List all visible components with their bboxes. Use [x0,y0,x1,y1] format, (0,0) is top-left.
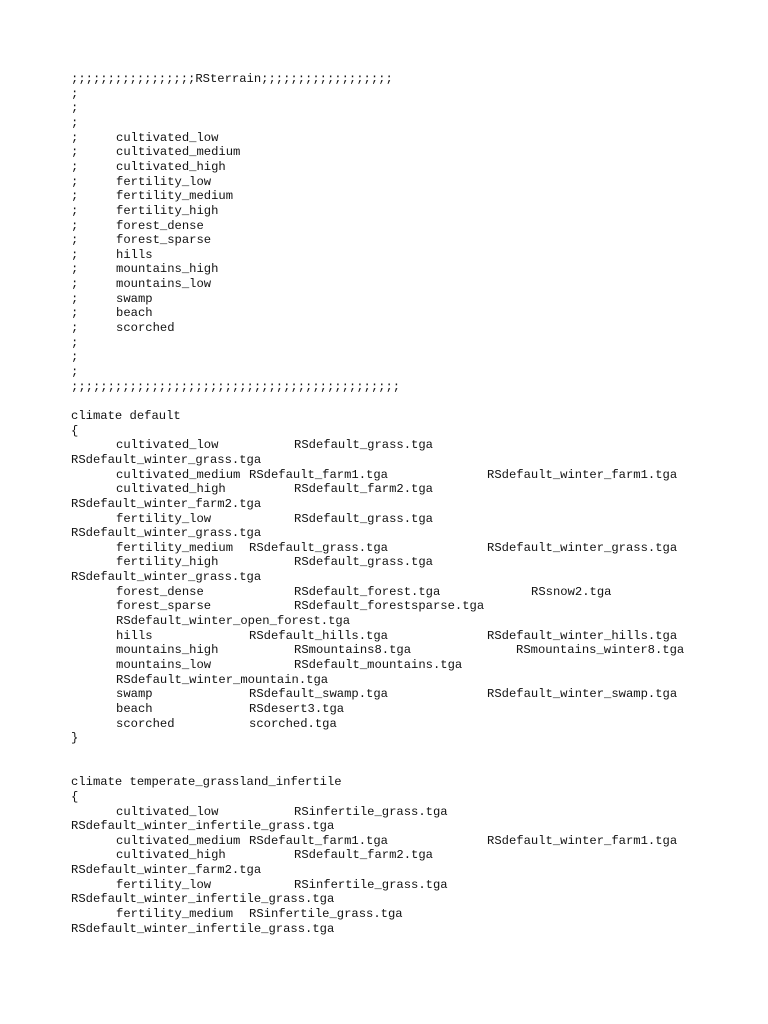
text-line [0,892,768,907]
text-segment: RSdefault_grass.tga [294,555,433,570]
text-segment: RSdefault_winter_hills.tga [487,628,678,643]
text-line [0,306,768,321]
text-segment: RSdefault_hills.tga [249,628,388,643]
text-segment: hills [116,247,153,262]
text-segment: ; [71,218,79,233]
text-line [0,790,768,805]
text-line [0,72,768,87]
text-segment: { [71,789,79,804]
text-line [0,775,768,790]
text-segment: ; [71,277,79,292]
text-segment: fertility_medium [116,540,234,555]
text-segment: beach [116,701,153,716]
text-segment: ; [71,335,79,350]
text-line [0,643,768,658]
text-segment: RSdefault_winter_infertile_grass.tga [71,892,335,907]
text-segment: RSdefault_mountains.tga [294,658,463,672]
text-segment: cultivated_high [116,159,226,174]
text-line [0,673,768,688]
text-segment: swamp [116,687,153,702]
text-line [0,599,768,614]
text-segment: RSdefault_winter_farm1.tga [487,467,678,482]
text-segment: RSdefault_winter_infertile_grass.tga [71,819,335,834]
text-segment: fertility_low [116,174,212,189]
text-line [0,219,768,234]
text-line [0,526,768,541]
text-line [0,394,768,409]
text-segment: scorched [116,716,175,731]
text-line [0,468,768,483]
text-segment: beach [116,306,153,321]
text-line [0,658,768,673]
text-segment: RSdefault_winter_grass.tga [487,540,678,555]
text-segment: scorched [116,321,175,336]
text-segment: climate default [71,408,181,423]
text-segment: RSdefault_winter_swamp.tga [487,687,678,702]
text-segment: } [71,731,79,746]
text-segment: mountains_low [116,658,212,672]
text-line [0,321,768,336]
text-segment: ; [71,233,79,248]
text-segment: ; [71,130,79,145]
text-segment: RSdefault_forest.tga [294,584,441,599]
text-segment: RSdefault_winter_infertile_grass.tga [71,921,335,936]
text-segment: RSdefault_farm1.tga [249,833,388,848]
text-segment: ; [71,115,79,130]
text-segment: RSdefault_farm2.tga [294,482,433,497]
text-line [0,453,768,468]
text-line [0,204,768,219]
text-segment: RSinfertile_grass.tga [294,804,448,819]
text-line [0,116,768,131]
text-segment: RSsnow2.tga [531,584,612,599]
text-segment: RSdefault_grass.tga [249,540,388,555]
text-segment: cultivated_medium [116,467,241,482]
text-segment: RSdefault_winter_grass.tga [71,570,262,585]
text-segment: { [71,423,79,438]
text-segment: cultivated_medium [116,833,241,848]
text-segment: ; [71,350,79,365]
text-line [0,541,768,556]
text-segment: fertility_medium [116,907,234,922]
text-segment: cultivated_low [116,130,219,145]
text-segment: ;;;;;;;;;;;;;;;;;;;;;;;;;;;;;;;;;;;;;;;;;;;;; [71,379,401,394]
text-segment: RSdefault_grass.tga [294,438,433,453]
text-segment: RSmountains8.tga [294,643,412,658]
text-segment: ; [71,247,79,262]
text-line [0,878,768,893]
text-segment: ; [71,86,79,101]
text-segment: RSdefault_forestsparse.tga [294,599,485,614]
text-segment: ; [71,365,79,379]
text-line [0,834,768,849]
text-line [0,438,768,453]
text-segment: ; [71,291,79,306]
text-segment: RSdefault_farm2.tga [294,848,433,863]
text-line [0,262,768,277]
text-line [0,131,768,146]
text-segment: forest_sparse [116,599,212,614]
text-segment: forest_sparse [116,233,212,248]
text-line [0,497,768,512]
text-line [0,761,768,776]
text-segment: RSdefault_winter_farm1.tga [487,833,678,848]
text-segment: ; [71,262,79,277]
text-segment: ; [71,321,79,336]
text-line [0,805,768,820]
text-segment: forest_dense [116,584,204,599]
text-line [0,145,768,160]
text-segment: fertility_low [116,877,212,892]
text-segment: RSdefault_grass.tga [294,511,433,526]
text-segment: ; [71,203,79,218]
text-segment: fertility_high [116,555,219,570]
text-line [0,731,768,746]
text-line [0,409,768,424]
text-segment: fertility_low [116,511,212,526]
text-line [0,365,768,380]
text-segment: mountains_high [116,262,219,277]
text-segment: RSdefault_winter_mountain.tga [116,672,329,687]
text-line [0,687,768,702]
text-segment: scorched.tga [249,716,337,731]
text-segment: swamp [116,291,153,306]
text-line [0,629,768,644]
text-line [0,863,768,878]
text-segment: mountains_high [116,643,219,658]
text-segment: RSdefault_swamp.tga [249,687,388,702]
text-line [0,233,768,248]
text-line [0,424,768,439]
text-line [0,380,768,395]
text-segment: RSdefault_farm1.tga [249,467,388,482]
text-line [0,585,768,600]
text-segment: RSdefault_winter_grass.tga [71,452,262,467]
text-segment: fertility_high [116,203,219,218]
text-segment: cultivated_medium [116,145,241,160]
text-line [0,555,768,570]
text-line [0,717,768,732]
text-segment: RSdefault_winter_farm2.tga [71,496,262,511]
text-line [0,819,768,834]
text-segment: cultivated_low [116,804,219,819]
text-segment: RSdefault_winter_farm2.tga [71,863,262,878]
text-line [0,248,768,263]
text-segment: ; [71,306,79,321]
text-segment: fertility_medium [116,189,234,204]
text-line [0,160,768,175]
text-line [0,614,768,629]
text-segment: cultivated_high [116,848,226,863]
text-segment: RSdesert3.tga [249,701,345,716]
text-line [0,570,768,585]
text-segment: ; [71,145,79,160]
text-segment: ;;;;;;;;;;;;;;;;;RSterrain;;;;;;;;;;;;;;;;;; [71,72,393,86]
text-line [0,292,768,307]
text-segment: RSinfertile_grass.tga [294,877,448,892]
text-line [0,336,768,351]
text-segment: RSmountains_winter8.tga [516,643,685,658]
text-line [0,87,768,102]
text-line [0,175,768,190]
text-segment: forest_dense [116,218,204,233]
text-segment: RSdefault_winter_open_forest.tga [116,614,351,629]
text-segment: ; [71,101,79,116]
text-line [0,189,768,204]
text-segment: cultivated_low [116,438,219,453]
text-line [0,848,768,863]
text-segment: ; [71,159,79,174]
text-line [0,350,768,365]
text-segment: ; [71,189,79,204]
text-line [0,482,768,497]
text-segment: RSinfertile_grass.tga [249,907,403,922]
text-segment: ; [71,174,79,189]
text-segment: cultivated_high [116,482,226,497]
text-line [0,922,768,937]
text-segment: climate temperate_grassland_infertile [71,775,342,790]
text-line [0,746,768,761]
text-line [0,512,768,527]
text-line [0,277,768,292]
text-line [0,907,768,922]
text-segment: mountains_low [116,277,212,292]
text-segment: hills [116,628,153,643]
text-line [0,101,768,116]
text-segment: RSdefault_winter_grass.tga [71,526,262,541]
text-line [0,702,768,717]
